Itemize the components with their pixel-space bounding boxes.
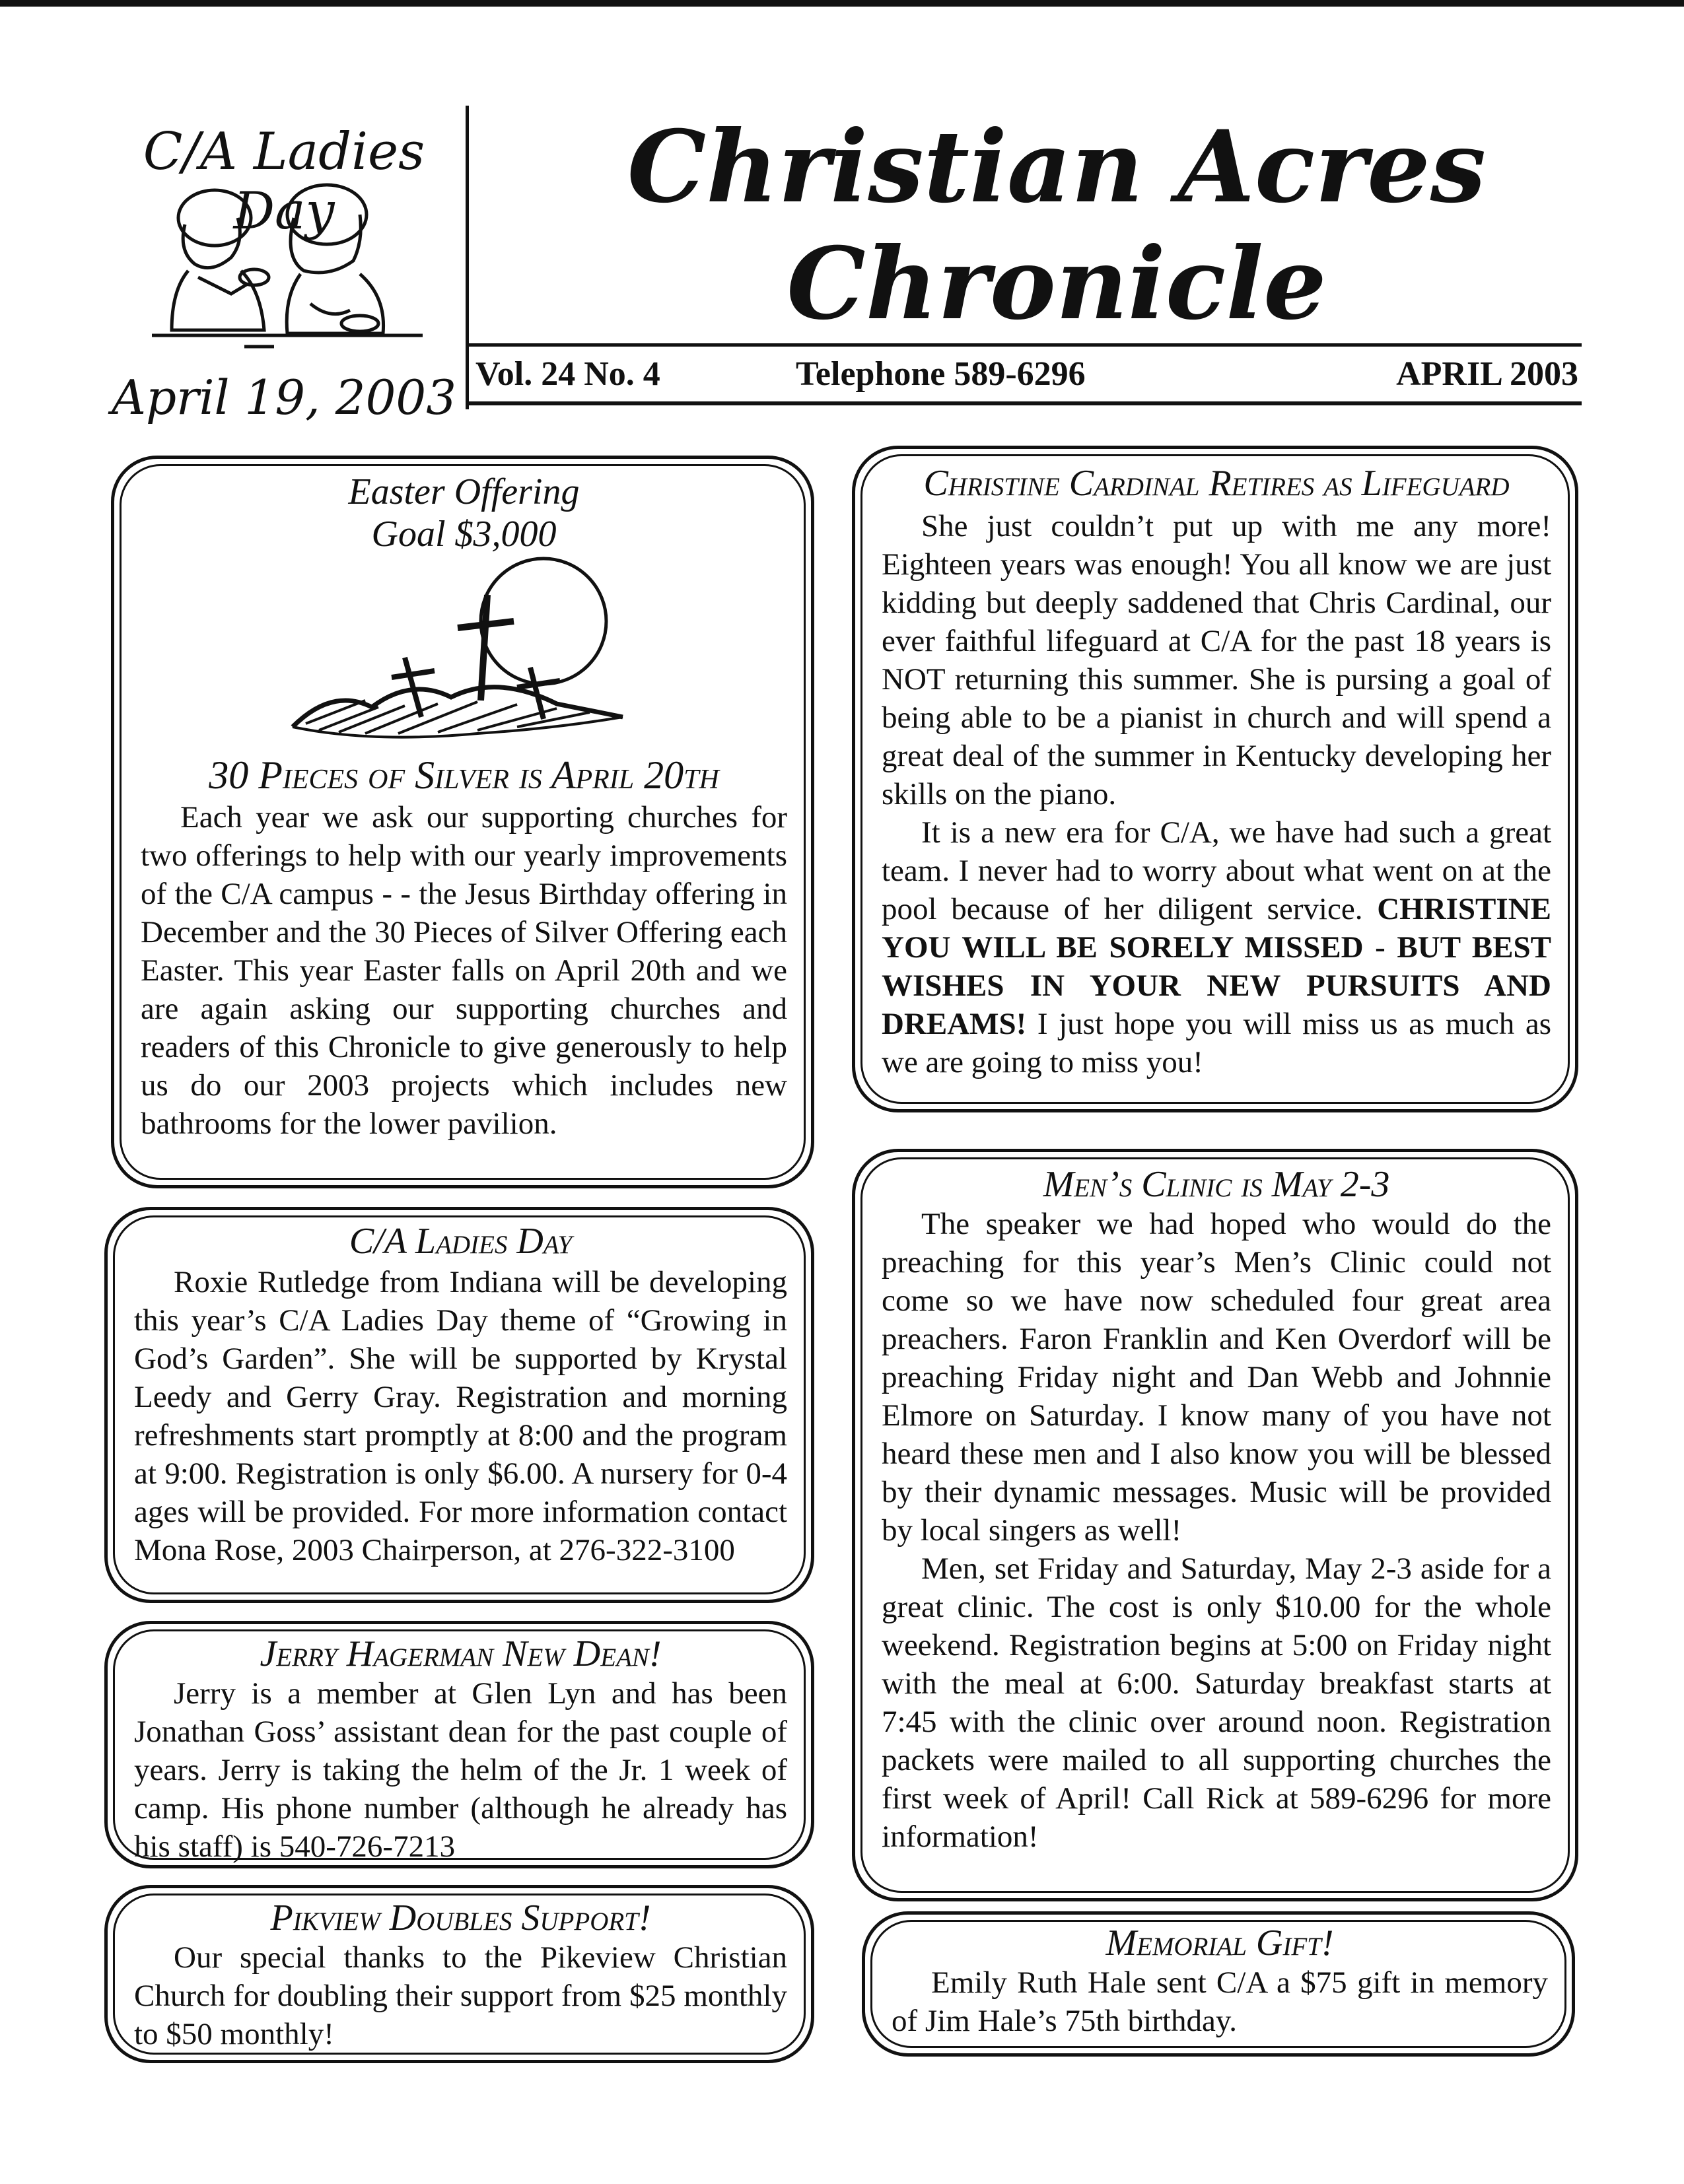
cardinal-p2-end: I just hope you will miss us as much as we are going to miss you!	[882, 1007, 1551, 1079]
info-rule-top	[466, 343, 1582, 347]
memorial-paragraph: Emily Ruth Hale sent C/A a $75 gift in memory of Jim Hale’s 75th birthday.	[892, 1965, 1548, 2038]
easter-headline: 30 Pieces of Silver is April 20th	[209, 753, 719, 797]
cardinal-paragraph-1: She just couldn’t put up with me any more! Eighteen years was enough! You all know we are just kidding but deeply saddened that Chris Cardinal, our ever faithful lifeguard at C/A for the past 18 years is NOT returning this summer. She is pursing a goal of being able to be a pianist in church and will spend a great deal of the summer in Kentucky developing her skills on the piano.	[882, 509, 1551, 811]
ladies-day-body	[134, 1263, 787, 1569]
title-line-2: Chronicle	[787, 226, 1327, 342]
pikeview-headline: Pikview Doubles Support!	[270, 1897, 651, 1938]
pikeview-paragraph: Our special thanks to the Pikeview Christian Church for doubling their support from $25 monthly to $50 monthly!	[134, 1940, 787, 2051]
title-line-1: Christian Acres	[627, 109, 1487, 225]
pikeview-body	[134, 1938, 787, 2053]
memorial-gift-box	[862, 1911, 1575, 2057]
cardinal-p2-bold: CHRISTINE YOU WILL BE SORELY MISSED - BUT BEST WISHES IN YOUR NEW PURSUITS AND DREAMS!	[882, 892, 1551, 1041]
mens-clinic-body	[882, 1205, 1551, 1856]
easter-offering-box	[111, 456, 814, 1188]
masthead-divider	[466, 106, 469, 409]
dean-body	[134, 1674, 787, 1866]
cardinal-p2-text: It is a new era for C/A, we have had such a great team. I never had to worry about what went on at the pool because of her diligent service.	[882, 815, 1551, 926]
dean-paragraph: Jerry is a member at Glen Lyn and has been Jonathan Goss’ assistant dean for the past couple of years. Jerry is taking the helm of the Jr. 1 week of camp. His phone number (although he already has his staff) is 540-726-7213	[134, 1676, 787, 1864]
pikeview-box	[104, 1885, 814, 2063]
mens-clinic-box	[852, 1149, 1578, 1901]
easter-paragraph: Each year we ask our supporting churches for two offerings to help with our yearly improvements of the C/A campus - - the Jesus Birthday offering in December and the 30 Pieces of Silver Offering each Easter. This year Easter falls on April 20th and we are again asking our supporting churches and readers of this Chronicle to give generously to help us do our 2003 projects which includes new bathrooms for the lower pavilion.	[141, 800, 787, 1141]
ladies-day-date: April 19, 2003	[111, 370, 457, 425]
lifeguard-retirement-box	[852, 446, 1578, 1112]
mens-clinic-paragraph-1: The speaker we had hoped who would do the preaching for this year’s Men’s Clinic could not come so we have now scheduled four great area preachers. Faron Franklin and Ken Overdorf will be preaching Friday night and Dan Webb and Johnnie Elmore on Saturday. I know many of you have not heard these men and I also know you will be blessed by their dynamic messages. Music will be provided by local singers as well!	[882, 1207, 1551, 1548]
dean-headline: Jerry Hagerman New Dean!	[260, 1633, 662, 1674]
offering-goal: Goal $3,000	[371, 514, 557, 555]
top-rule	[0, 0, 1684, 7]
ladies-day-paragraph: Roxie Rutledge from Indiana will be developing this year’s C/A Ladies Day theme of “Growing in God’s Garden”. She will be supported by Krystal Leedy and Gerry Gray. Registration and morning refreshments start promptly at 8:00 and the program at 9:00. Registration is only $6.00. A nursery for 0-4 ages will be provided. For more information contact Mona Rose, 2003 Chairperson, at 276-322-3100	[134, 1265, 787, 1567]
ladies-day-box	[104, 1207, 814, 1603]
ladies-day-title: C/A Ladies Day	[143, 122, 425, 241]
memorial-headline: Memorial Gift!	[1105, 1923, 1334, 1963]
cardinal-body	[882, 507, 1551, 1081]
cardinal-headline: Christine Cardinal Retires as Lifeguard	[923, 463, 1510, 504]
newsletter-title	[475, 109, 1638, 343]
telephone: Telephone 589-6296	[796, 355, 1086, 393]
issue-info-bar	[475, 349, 1578, 400]
easter-body	[141, 798, 787, 1143]
cardinal-paragraph-2	[882, 813, 1551, 1081]
info-rule-bottom	[466, 401, 1582, 405]
volume-number: Vol. 24 No. 4	[475, 355, 660, 393]
mens-clinic-paragraph-2: Men, set Friday and Saturday, May 2-3 aside for a great clinic. The cost is only $10.00 for the whole weekend. Registration begins at 5:00 on Friday night with the meal at 6:00. Saturday breakfast starts at 7:45 with the clinic over around noon. Registration packets were mailed to all supporting churches the first week of April! Call Rick at 589-6296 for more information!	[882, 1552, 1551, 1854]
ladies-day-headline: C/A Ladies Day	[349, 1221, 573, 1262]
mens-clinic-headline: Men’s Clinic is May 2-3	[1043, 1164, 1390, 1205]
crosses-illustration	[279, 555, 649, 747]
new-dean-box	[104, 1621, 814, 1868]
offering-line-1: Easter Offering	[348, 471, 580, 512]
memorial-body	[892, 1963, 1548, 2040]
offering-title	[141, 471, 787, 555]
issue-date: APRIL 2003	[1396, 355, 1578, 393]
ladies-day-illustration	[132, 178, 436, 363]
